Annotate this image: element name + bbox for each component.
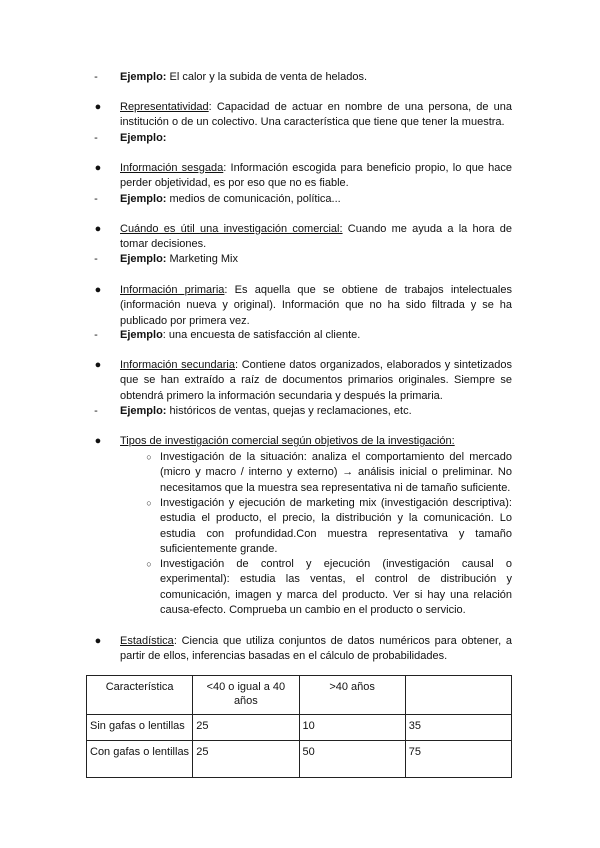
header-cell: >40 años — [299, 676, 405, 715]
table-row — [87, 741, 512, 778]
bullet-marker-icon: ● — [94, 284, 102, 296]
example-label: Ejemplo — [120, 329, 163, 341]
table-cell: Sin gafas o lentillas — [87, 715, 193, 741]
example-item — [94, 252, 512, 267]
dash-marker-icon: - — [94, 405, 98, 417]
item-text: : Ciencia que utiliza conjuntos de datos numéricos para obtener, a partir de ellos, inferencias basadas en el cálculo de probabilidades. — [120, 635, 512, 663]
bullet-marker-icon: ● — [94, 435, 102, 447]
bullet-item — [94, 283, 512, 329]
table-cell: 75 — [405, 741, 511, 778]
table-row — [87, 715, 512, 741]
item-text: Marketing Mix — [166, 253, 238, 265]
bullet-marker-icon: ● — [94, 635, 102, 647]
bullet-marker-icon: ● — [94, 162, 102, 174]
item-text: El calor y la subida de venta de helados. — [166, 71, 368, 83]
term-label: Información secundaria — [120, 359, 235, 371]
term-label: Representatividad — [120, 101, 209, 113]
example-item — [94, 328, 512, 343]
circle-marker-icon: ○ — [146, 559, 152, 569]
term-label: Cuándo es útil una investigación comercial: — [120, 223, 343, 235]
table-cell: 10 — [299, 715, 405, 741]
term-label: Estadística — [120, 635, 174, 647]
item-text: : Contiene datos organizados, elaborados y sintetizados que se han extraído a raíz de documentos primarios originales. Siempre se obtendrá primero la información secundaria y después la primaria. — [120, 359, 513, 402]
example-item — [94, 70, 512, 85]
bullet-item — [94, 434, 512, 449]
term-label: Información primaria — [120, 284, 225, 296]
item-text: : Información escogida para beneficio propio, lo que hace perder objetividad, es por eso que no es fiable. — [120, 162, 512, 190]
sub-item-text: Investigación de la situación: analiza el comportamiento del mercado (micro y macro / interno y externo) → análisis inicial o preliminar. No necesitamos que la muestra sea representativa ni de tamaño suficiente. — [160, 451, 512, 494]
header-cell: <40 o igual a 40 años — [193, 676, 299, 715]
table-cell: 25 — [193, 741, 299, 778]
table-cell: 50 — [299, 741, 405, 778]
table-cell: 25 — [193, 715, 299, 741]
item-text: : Es aquella que se obtiene de trabajos intelectuales (información nueva y original). Información que no ha sido filtrada y se ha publicado por primera vez. — [120, 284, 512, 327]
example-item — [94, 131, 512, 146]
example-label: Ejemplo: — [120, 253, 167, 265]
circle-marker-icon: ○ — [146, 498, 152, 508]
sub-item — [146, 450, 512, 496]
bullet-marker-icon: ● — [94, 101, 102, 113]
bullet-marker-icon: ● — [94, 223, 102, 235]
dash-marker-icon: - — [94, 71, 98, 83]
sub-item-text: Investigación y ejecución de marketing mix (investigación descriptiva): estudia el producto, el precio, la distribución y la comunicación. Lo estudia con profundidad.Con muestra representativa y tamaño suficientemente grande. — [160, 497, 512, 555]
bullet-item — [94, 161, 512, 192]
example-label: Ejemplo: — [120, 405, 167, 417]
item-text: : una encuesta de satisfacción al cliente. — [162, 329, 361, 341]
term-label: Información sesgada — [120, 162, 224, 174]
sub-item — [146, 496, 512, 557]
term-label: Tipos de investigación comercial según objetivos de la investigación: — [120, 435, 455, 447]
bullet-marker-icon: ● — [94, 359, 102, 371]
item-text: medios de comunicación, política... — [166, 193, 341, 205]
bullet-item — [94, 634, 512, 665]
dash-marker-icon: - — [94, 253, 98, 265]
header-cell — [405, 676, 511, 715]
sub-item — [146, 557, 512, 618]
bullet-item — [94, 100, 512, 131]
dash-marker-icon: - — [94, 132, 98, 144]
item-text: Cuando me ayuda a la hora de tomar decisiones. — [120, 223, 513, 251]
sub-item-text: Investigación de control y ejecución (investigación causal o experimental): estudia las ventas, el control de distribución y comunicación, imagen y marca del producto. Ver si hay una relación causa-efecto. Comprueba un cambio en el producto o servicio. — [160, 558, 512, 616]
example-label: Ejemplo: — [120, 71, 167, 83]
circle-marker-icon: ○ — [146, 452, 152, 462]
data-table — [86, 675, 512, 778]
example-item — [94, 192, 512, 207]
item-text: : Capacidad de actuar en nombre de una persona, de una institución o de un colectivo. Una característica que tiene que tener la muestra. — [120, 101, 512, 129]
item-text: históricos de ventas, quejas y reclamaciones, etc. — [166, 405, 412, 417]
example-item — [94, 404, 512, 419]
example-label: Ejemplo: — [120, 132, 167, 144]
dash-marker-icon: - — [94, 193, 98, 205]
dash-marker-icon: - — [94, 329, 98, 341]
table-cell: Con gafas o lentillas — [87, 741, 193, 778]
example-label: Ejemplo: — [120, 193, 167, 205]
table-header-row — [87, 676, 512, 715]
bullet-item — [94, 358, 513, 404]
bullet-item — [94, 222, 513, 253]
table-cell: 35 — [405, 715, 511, 741]
header-cell: Característica — [87, 676, 193, 715]
